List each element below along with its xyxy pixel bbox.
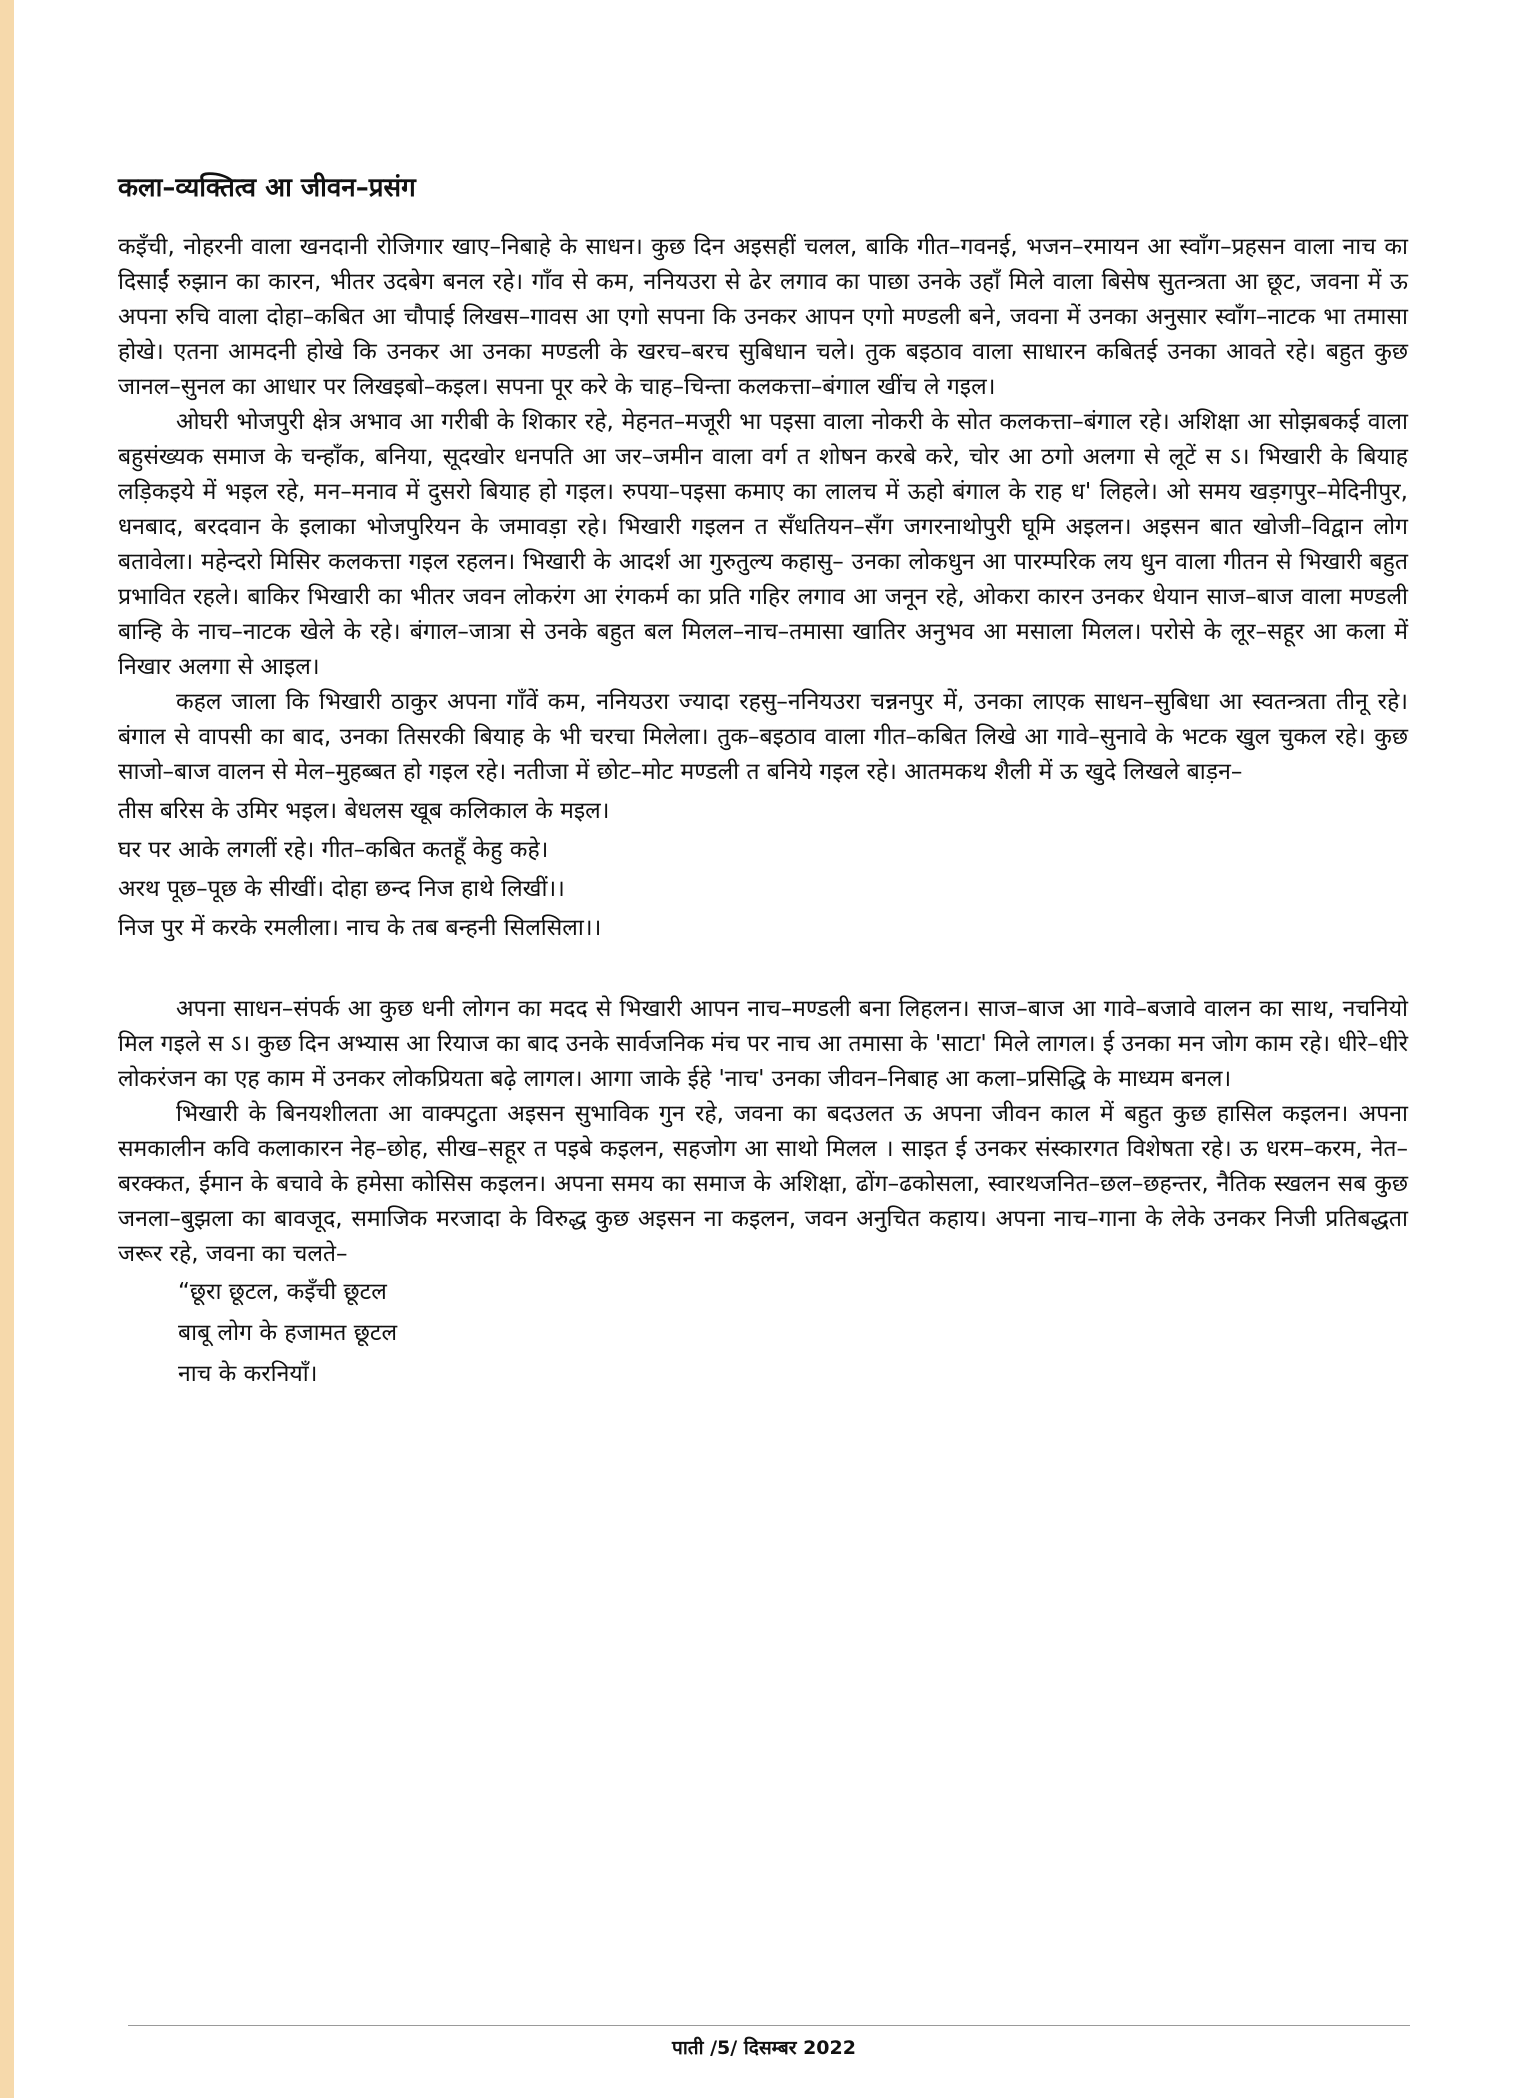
paragraph-2: ओघरी भोजपुरी क्षेत्र अभाव आ गरीबी के शिकार रहे, मेहनत–मजूरी भा पइसा वाला नोकरी के सोत कलकत्ता–बंगाल रहे। अशिक्षा आ सोझबकई वाला बहुसंख्यक समाज के चन्हाँक, बनिया, सूदखोर धनपति आ जर–जमीन वाला वर्ग त शोषन करबे करे, चोर आ ठगो अलगा से लूटें स ऽ। भिखारी के बियाह लड़िकइये में भइल रहे, मन–मनाव में दुसरो बियाह हो गइल। रुपया–पइसा कमाए का लालच में ऊहो बंगाल के राह ध' लिहले। ओ समय खड़गपुर–मेदिनीपुर, धनबाद, बरदवान के इलाका भोजपुरियन के जमावड़ा रहे। भिखारी गइलन त सँधतियन–सँग जगरनाथोपुरी घूमि अइलन। अइसन बात खोजी–विद्वान लोग बतावेला। महेन्दरो मिसिर कलकत्ता गइल रहलन। भिखारी के आदर्श आ गुरुतुल्य कहासु– उनका लोकधुन आ पारम्परिक लय धुन वाला गीतन से भिखारी बहुत प्रभावित रहले। बाकिर भिखारी का भीतर जवन लोकरंग आ रंगकर्म का प्रति गहिर लगाव आ जनून रहे, ओकरा कारन उनकर धेयान साज–बाज वाला मण्डली बान्हि के नाच–नाटक खेले के रहे। बंगाल–जात्रा से उनके बहुत बल मिलल–नाच–तमासा खातिर अनुभव आ मसाला मिलल। परोसे के लूर–सहूर आ कला में निखार अलगा से आइल। (118, 409, 1408, 680)
page-edge-strip (0, 0, 14, 2098)
quote-line-1: “छूरा छूटल, कइँची छूटल (178, 1279, 387, 1305)
quote-line-2: बाबू लोग के हजामत छूटल (178, 1320, 398, 1346)
verse-line-4: निज पुर में करके रमलीला। नाच के तब बन्हनी सिलसिला।। (118, 915, 602, 941)
page-footer: पाती /5/ दिसम्बर 2022 (672, 2037, 856, 2059)
quote-block (178, 1272, 1408, 1395)
verse-line-3: अरथ पूछ–पूछ के सीखीं। दोहा छन्द निज हाथे लिखीं।। (118, 876, 565, 902)
verse-block (118, 792, 1408, 948)
article-body (118, 168, 1408, 1395)
footer-divider (128, 2025, 1410, 2026)
paragraph-3: कहल जाला कि भिखारी ठाकुर अपना गाँवें कम, ननियउरा ज्यादा रहसु–ननियउरा चन्ननपुर में, उनका लाएक साधन–सुबिधा आ स्वतन्त्रता तीनू रहे। बंगाल से वापसी का बाद, उनका तिसरकी बियाह के भी चरचा मिलेला। तुक–बइठाव वाला गीत–कबित लिखे आ गावे–सुनावे के भटक खुल चुकल रहे। कुछ साजो–बाज वालन से मेल–मुहब्बत हो गइल रहे। नतीजा में छोट–मोट मण्डली त बनिये गइल रहे। आतमकथ शैली में ऊ खुदे लिखले बाड़न– (118, 689, 1408, 785)
paragraph-1: कइँची, नोहरनी वाला खनदानी रोजिगार खाए–निबाहे के साधन। कुछ दिन अइसहीं चलल, बाकि गीत–गवनई, भजन–रमायन आ स्वाँग–प्रहसन वाला नाच का दिसाईं रुझान का कारन, भीतर उदबेग बनल रहे। गाँव से कम, ननियउरा से ढेर लगाव का पाछा उनके उहाँ मिले वाला बिसेष सुतन्त्रता आ छूट, जवना में ऊ अपना रुचि वाला दोहा–कबित आ चौपाई लिखस–गावस आ एगो सपना कि उनकर आपन एगो मण्डली बने, जवना में उनका अनुसार स्वाँग–नाटक भा तमासा होखे। एतना आमदनी होखे कि उनकर आ उनका मण्डली के खरच–बरच सुबिधान चले। तुक बइठाव वाला साधारन कबितई उनका आवते रहे। बहुत कुछ जानल–सुनल का आधार पर लिखइबो–कइल। सपना पूर करे के चाह–चिन्ता कलकत्ता–बंगाल खींच ले गइल। (118, 234, 1408, 400)
quote-line-3: नाच के करनियाँ। (178, 1361, 318, 1387)
verse-line-1: तीस बरिस के उमिर भइल। बेधलस खूब कलिकाल के मइल। (118, 798, 610, 824)
paragraph-4: अपना साधन–संपर्क आ कुछ धनी लोगन का मदद से भिखारी आपन नाच–मण्डली बना लिहलन। साज–बाज आ गावे–बजावे वालन का साथ, नचनियो मिल गइले स ऽ। कुछ दिन अभ्यास आ रियाज का बाद उनके सार्वजनिक मंच पर नाच आ तमासा के 'साटा' मिले लागल। ई उनका मन जोग काम रहे। धीरे–धीरे लोकरंजन का एह काम में उनकर लोकप्रियता बढ़े लागल। आगा जाके ईहे 'नाच' उनका जीवन–निबाह आ कला–प्रसिद्धि के माध्यम बनल। (118, 996, 1408, 1092)
paragraph-5: भिखारी के बिनयशीलता आ वाक्पटुता अइसन सुभाविक गुन रहे, जवना का बदउलत ऊ अपना जीवन काल में बहुत कुछ हासिल कइलन। अपना समकालीन कवि कलाकारन नेह–छोह, सीख–सहूर त पइबे कइलन, सहजोग आ साथो मिलल । साइत ई उनकर संस्कारगत विशेषता रहे। ऊ धरम–करम, नेत–बरक्कत, ईमान के बचावे के हमेसा कोसिस कइलन। अपना समय का समाज के अशिक्षा, ढोंग–ढकोसला, स्वारथजनित–छल–छहन्तर, नैतिक स्खलन सब कुछ जनला–बुझला का बावजूद, समाजिक मरजादा के विरुद्ध कुछ अइसन ना कइलन, जवन अनुचित कहाय। अपना नाच–गाना के लेके उनकर निजी प्रतिबद्धता जरूर रहे, जवना का चलते– (118, 1101, 1408, 1267)
section-heading: कला–व्यक्तित्व आ जीवन–प्रसंग (118, 173, 416, 203)
verse-line-2: घर पर आके लगलीं रहे। गीत–कबित कतहूँ केहु कहे। (118, 837, 549, 863)
